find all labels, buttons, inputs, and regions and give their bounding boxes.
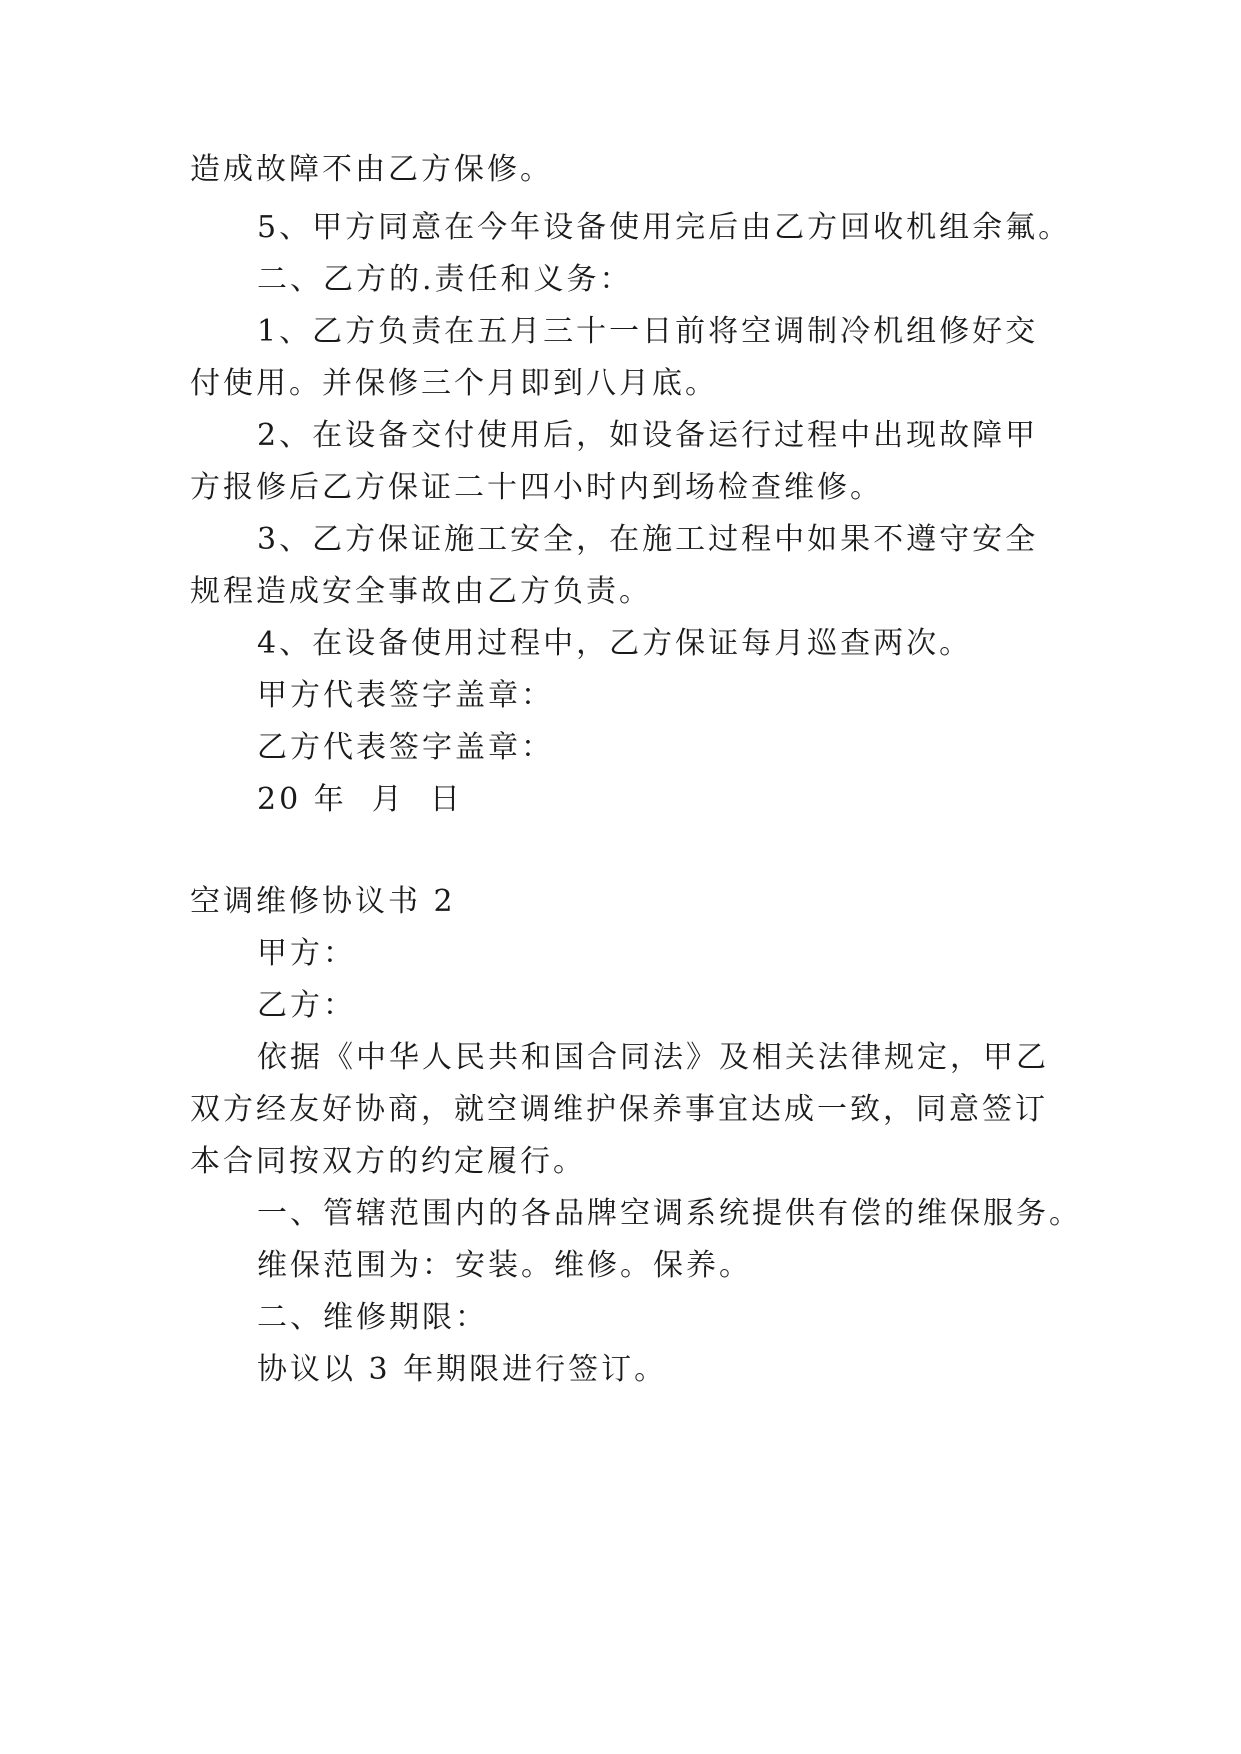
clause-continuation: 造成故障不由乙方保修。 [190, 152, 553, 187]
maintenance-scope: 维保范围为：安装。维修。保养。 [257, 1248, 752, 1283]
agreement-title: 空调维修协议书 2 [190, 884, 456, 919]
clause-item-5: 5、甲方同意在今年设备使用完后由乙方回收机组余氟。 [257, 210, 1072, 245]
clause-item-2-line-2: 方报修后乙方保证二十四小时内到场检查维修。 [190, 470, 883, 505]
preamble-line-1: 依据《中华人民共和国合同法》及相关法律规定，甲乙 [257, 1040, 1049, 1075]
section-2-term-heading: 二、维修期限： [257, 1300, 488, 1335]
party-b-label: 乙方： [257, 988, 356, 1023]
clause-item-3-line-1: 3、乙方保证施工安全，在施工过程中如果不遵守安全 [257, 522, 1039, 557]
clause-item-4: 4、在设备使用过程中，乙方保证每月巡查两次。 [257, 626, 973, 661]
clause-item-3-line-2: 规程造成安全事故由乙方负责。 [190, 574, 652, 609]
section-1-scope: 一、管辖范围内的各品牌空调系统提供有偿的维保服务。 [257, 1196, 1082, 1231]
clause-item-2-line-1: 2、在设备交付使用后，如设备运行过程中出现故障甲 [257, 418, 1039, 453]
signature-party-b: 乙方代表签字盖章： [257, 730, 554, 765]
preamble-line-3: 本合同按双方的约定履行。 [190, 1144, 586, 1179]
clause-item-1-line-2: 付使用。并保修三个月即到八月底。 [190, 366, 718, 401]
agreement-term: 协议以 3 年期限进行签订。 [257, 1352, 668, 1387]
clause-item-1-line-1: 1、乙方负责在五月三十一日前将空调制冷机组修好交 [257, 314, 1039, 349]
party-a-label: 甲方： [257, 936, 356, 971]
preamble-line-2: 双方经友好协商，就空调维护保养事宜达成一致，同意签订 [190, 1092, 1048, 1127]
signature-party-a: 甲方代表签字盖章： [257, 678, 554, 713]
section-heading-party-b-duties: 二、乙方的.责任和义务： [257, 262, 633, 297]
signature-date: 20 年 月 日 [257, 782, 463, 817]
